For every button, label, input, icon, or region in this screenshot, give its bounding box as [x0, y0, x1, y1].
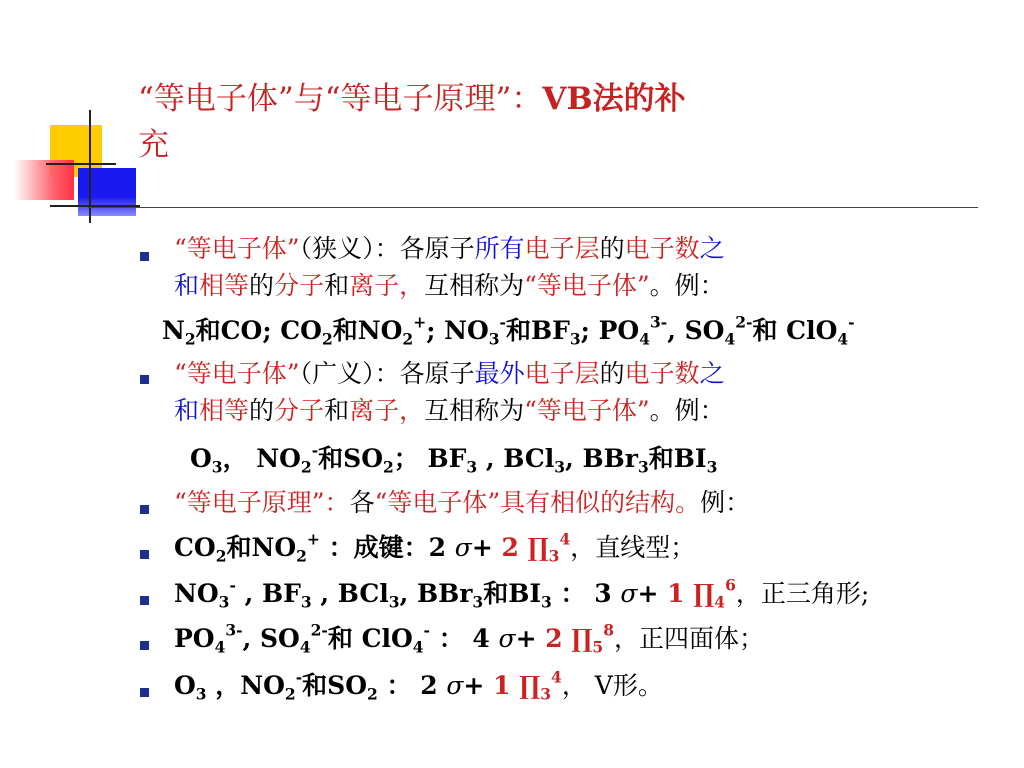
text: +	[515, 624, 537, 653]
text: +	[471, 533, 493, 562]
text: 2	[402, 329, 414, 349]
text: “等电子体”	[524, 271, 650, 300]
text: -	[311, 440, 319, 460]
text: 4	[724, 329, 736, 349]
text: 2	[367, 684, 378, 704]
text: -	[229, 575, 236, 595]
text: 4	[559, 529, 571, 549]
text: ： 2	[377, 671, 447, 700]
list-item	[174, 357, 725, 391]
text: 所有	[474, 234, 525, 263]
text: 互相称为	[424, 396, 525, 425]
text: 2	[545, 624, 563, 653]
text: ：成键：2	[319, 533, 455, 562]
text: 之	[699, 359, 725, 388]
text: +	[306, 529, 320, 549]
text: -	[423, 620, 430, 640]
text: , SO	[242, 624, 300, 653]
text: 和SO	[302, 671, 367, 700]
term: “等电子体”	[174, 234, 300, 263]
text: 和	[324, 396, 350, 425]
bullet-icon	[140, 550, 149, 559]
text: 2	[284, 684, 296, 704]
text: 2-	[310, 620, 328, 640]
bullet-icon	[140, 596, 149, 605]
text: 4	[299, 637, 311, 657]
text: N	[162, 316, 185, 345]
text: 和SO	[318, 444, 383, 473]
text: +	[413, 312, 427, 332]
text: 3	[706, 457, 718, 477]
text: O	[174, 671, 196, 700]
text: 2-	[735, 312, 753, 332]
text: 2	[321, 329, 333, 349]
text: 3	[472, 592, 484, 612]
text: ； BF	[393, 444, 467, 473]
text: 分子	[274, 396, 325, 425]
text: ，正四面体；	[614, 624, 765, 653]
text: 3	[388, 592, 400, 612]
text: 各	[349, 488, 375, 517]
text: 的	[599, 359, 625, 388]
text: 2	[184, 329, 196, 349]
text: （广义）：各原子	[299, 359, 475, 388]
text: 电子数	[624, 234, 700, 263]
text: CO	[174, 533, 216, 562]
text: -	[848, 312, 855, 332]
text: 3	[548, 546, 560, 566]
text: 的	[599, 234, 625, 263]
text: 3-	[649, 312, 668, 332]
title-part2: VB法的补	[542, 81, 686, 117]
text: 最外	[474, 359, 525, 388]
text: 1	[493, 671, 511, 700]
text: NO	[174, 579, 219, 608]
text: 和	[174, 396, 200, 425]
text: , BBr	[565, 444, 638, 473]
text: , BBr	[399, 579, 473, 608]
text: ; NO	[426, 316, 489, 345]
text: 和	[174, 271, 200, 300]
text: 和NO	[332, 316, 403, 345]
text: 电子数	[624, 359, 700, 388]
text: -	[499, 312, 506, 332]
text: ，NO	[206, 671, 285, 700]
text: 3	[466, 457, 478, 477]
text: 3	[218, 592, 230, 612]
text: , BCl	[477, 444, 555, 473]
text: 1	[667, 579, 685, 608]
sigma-symbol: σ	[620, 579, 638, 608]
text: 5	[592, 637, 604, 657]
structure-v-shape	[174, 669, 663, 703]
text: +	[637, 579, 659, 608]
title-part1: “等电子体”与“等电子原理”：	[138, 81, 543, 117]
pi-bond-symbol: ∏	[571, 624, 593, 653]
text: ， NO	[222, 444, 301, 473]
text: 3	[211, 457, 223, 477]
text: 2	[300, 457, 312, 477]
text: ： 4	[429, 624, 499, 653]
text: 6	[725, 575, 736, 595]
text: 例：	[700, 488, 751, 517]
text: , SO	[667, 316, 725, 345]
structure-trigonal	[174, 577, 869, 611]
pi-bond-symbol: ∏	[527, 533, 549, 562]
bullet-icon	[140, 375, 149, 384]
text: , BCl	[311, 579, 389, 608]
text: 4	[214, 637, 226, 657]
text: （狭义）：各原子	[299, 234, 475, 263]
list-item-cont	[174, 394, 725, 428]
text: 3-	[225, 620, 243, 640]
text: 电子层	[524, 234, 600, 263]
bullet-icon	[140, 252, 149, 261]
text: 3	[541, 592, 552, 612]
text: “等电子体”具有相似的结构。	[374, 488, 701, 517]
text: 2	[501, 533, 519, 562]
text: 4	[551, 667, 562, 687]
sigma-symbol: σ	[454, 533, 472, 562]
example-broad	[190, 442, 717, 476]
text: 互相称为	[424, 271, 525, 300]
text: 和NO	[226, 533, 297, 562]
text: O	[190, 444, 212, 473]
text: 离子，	[349, 396, 425, 425]
text: 和CO; CO	[195, 316, 322, 345]
text: 3	[300, 592, 312, 612]
text: 相等	[199, 396, 250, 425]
text: 4	[412, 637, 424, 657]
bullet-icon	[140, 688, 149, 697]
text: 8	[603, 620, 615, 640]
text: 3	[540, 684, 552, 704]
text: “等电子体”	[524, 396, 650, 425]
text: 。例：	[649, 396, 725, 425]
text: 和 ClO	[327, 624, 413, 653]
pi-bond-symbol: ∏	[519, 671, 541, 700]
text: 和BI	[648, 444, 707, 473]
text: 和BI	[483, 579, 542, 608]
text: 。例：	[649, 271, 725, 300]
structure-tetrahedral	[174, 622, 764, 656]
text: 2	[215, 546, 227, 566]
term: “等电子原理”：	[174, 488, 350, 517]
text: 4	[639, 329, 650, 349]
text: 分子	[274, 271, 325, 300]
text: , BF	[235, 579, 301, 608]
text: ，直线型；	[570, 533, 696, 562]
text: 相等	[199, 271, 250, 300]
text: 之	[699, 234, 725, 263]
text: 的	[249, 271, 275, 300]
text: 3	[637, 457, 649, 477]
text: 4	[714, 592, 726, 612]
pi-bond-symbol: ∏	[693, 579, 715, 608]
text: PO	[174, 624, 215, 653]
text: 和	[324, 271, 350, 300]
sigma-symbol: σ	[498, 624, 516, 653]
text: 3	[488, 329, 500, 349]
text: +	[463, 671, 485, 700]
list-item-cont	[174, 269, 725, 303]
text: ， V形。	[561, 671, 663, 700]
text: 2	[296, 546, 307, 566]
text: 和 ClO	[752, 316, 838, 345]
text: ; PO	[580, 316, 640, 345]
structure-linear	[174, 531, 695, 565]
text: -	[295, 667, 303, 687]
text: 4	[837, 329, 849, 349]
text: 3	[554, 457, 566, 477]
text: 的	[249, 396, 275, 425]
sigma-symbol: σ	[446, 671, 464, 700]
text: 3	[569, 329, 581, 349]
term: “等电子体”	[174, 359, 300, 388]
text: ： 3	[551, 579, 621, 608]
bullet-icon	[140, 641, 149, 650]
title-line2: 充	[138, 127, 169, 163]
text: 离子，	[349, 271, 425, 300]
text: ，正三角形;	[735, 579, 870, 608]
list-item	[174, 232, 725, 266]
example-narrow	[162, 314, 855, 348]
text: 2	[383, 457, 394, 477]
text: 电子层	[524, 359, 600, 388]
list-item	[174, 486, 750, 520]
text: 3	[195, 684, 207, 704]
bullet-icon	[140, 505, 149, 514]
text: 和BF	[505, 316, 570, 345]
